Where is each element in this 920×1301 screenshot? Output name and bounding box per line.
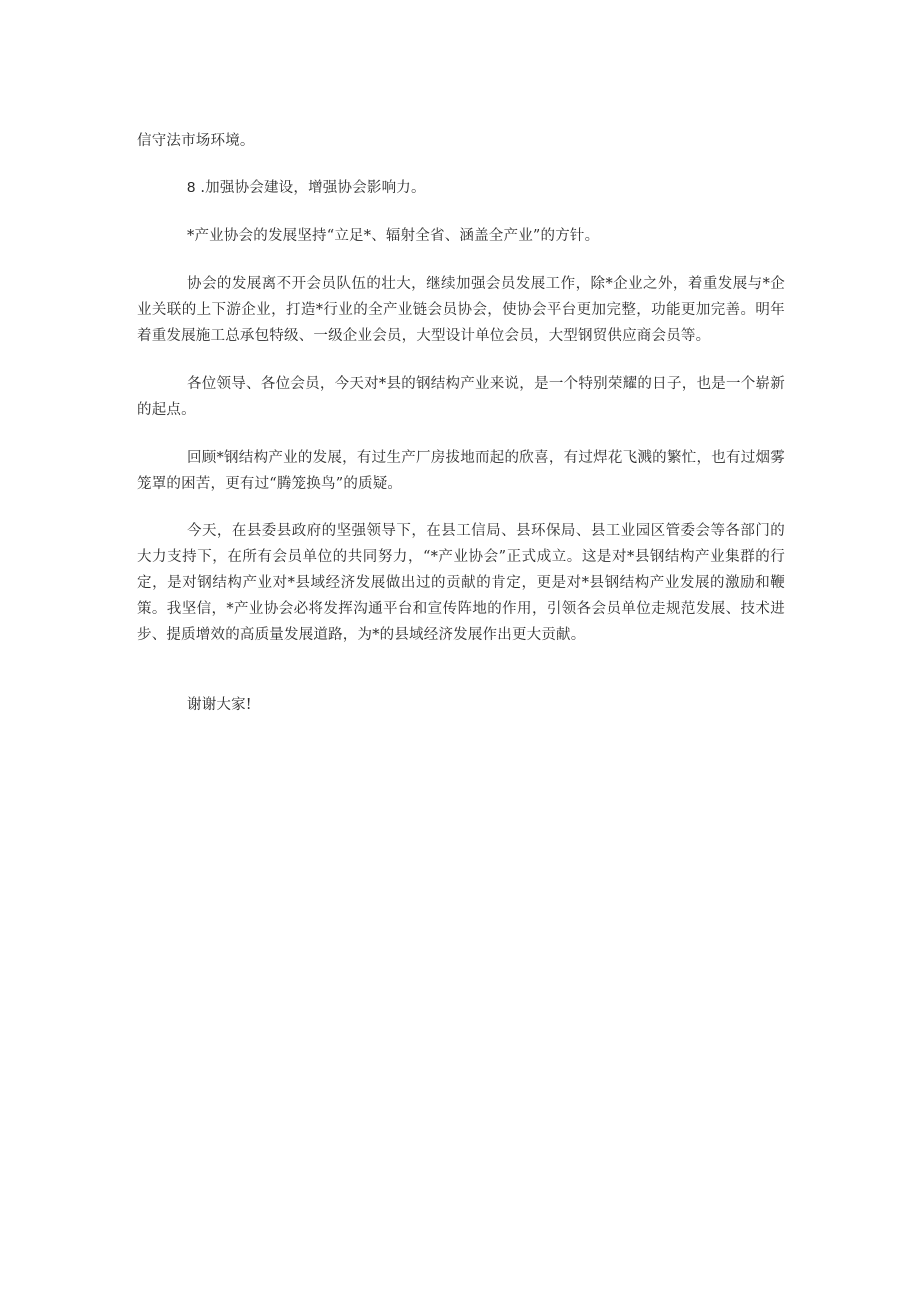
paragraph-founding: 今天，在县委县政府的坚强领导下，在县工信局、县环保局、县工业园区管委会等各部门的大力支持下，在所有会员单位的共同努力，“*产业协会”正式成立。这是对*县钢结构产业集群的行定，是对钢结构产业对*县域经济发展做出过的贡献的肯定，更是对*县钢结构产业发展的激励和鞭策。我坚信，*产业协会必将发挥沟通平台和宣传阵地的作用，引领各会员单位走规范发展、技术进步、提质增效的高质量发展道路，为*的县域经济发展作出更大贡献。 — [137, 523, 785, 643]
section-number: 8 — [187, 179, 196, 196]
paragraph-membership: 协会的发展离不开会员队伍的壮大，继续加强会员发展工作，除*企业之外，着重发展与*企业关联的上下游企业，打造*行业的全产业链会员协会，使协会平台更加完整，功能更加完善。明年着重发展施工总承包特级、一级企业会员，大型设计单位会员，大型钢贸供应商会员等。 — [137, 276, 785, 344]
paragraph-continuation: 信守法市场环境。 — [137, 133, 255, 149]
paragraph-history: 回顾*钢结构产业的发展，有过生产厂房拔地而起的欣喜，有过焊花飞溅的繁忙，也有过烟雾笼罩的困苦，更有过“腾笼换鸟”的质疑。 — [137, 450, 785, 492]
section-heading-8 — [137, 175, 785, 201]
section-heading-text: .加强协会建设，增强协会影响力。 — [195, 180, 426, 196]
paragraph-greeting: 各位领导、各位会员，今天对*县的钢结构产业来说，是一个特别荣耀的日子，也是一个崭新的起点。 — [137, 376, 785, 418]
paragraph-policy: *产业协会的发展坚持“立足*、辐射全省、涵盖全产业”的方针。 — [187, 228, 600, 244]
paragraph-closing: 谢谢大家! — [187, 697, 252, 713]
